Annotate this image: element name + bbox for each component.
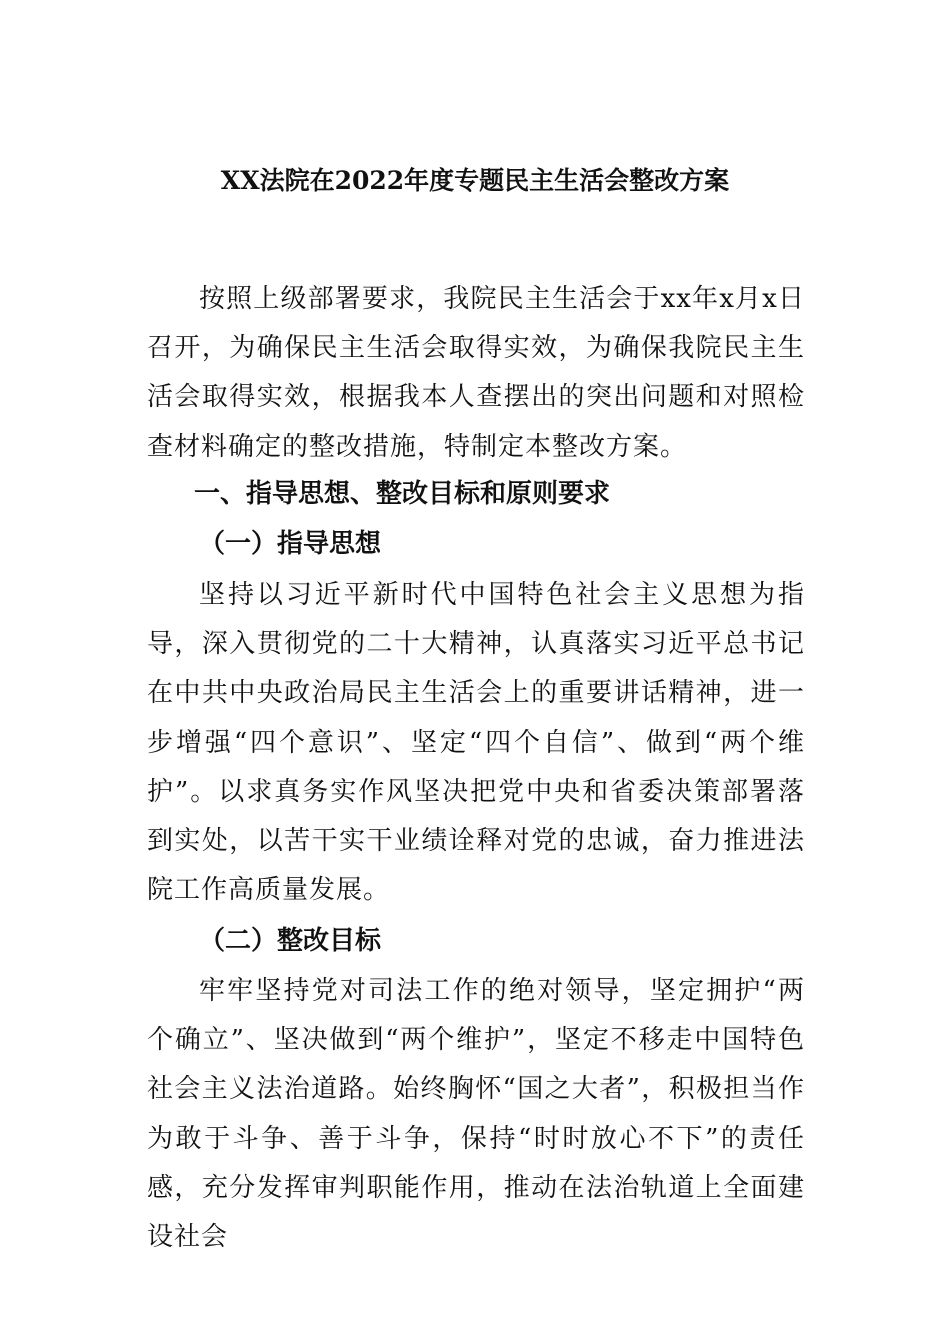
intro-paragraph: 按照上级部署要求，我院民主生活会于xx年x月x日召开，为确保民主生活会取得实效，为确保我院民主生活会取得实效，根据我本人查摆出的突出问题和对照检查材料确定的整改措施，特制定本整改方案。 bbox=[147, 284, 805, 462]
rectification-goals-paragraph: 牢牢坚持党对司法工作的绝对领导，坚定拥护“两个确立”、坚决做到“两个维护”，坚定不移走中国特色社会主义法治道路。始终胸怀“国之大者”，积极担当作为敢于斗争、善于斗争，保持“时时放心不下”的责任感，充分发挥审判职能作用，推动在法治轨道上全面建设社会 bbox=[147, 976, 805, 1253]
section-heading-guidance-goals-principles: 一、指导思想、整改目标和原则要求 bbox=[194, 479, 611, 509]
guiding-ideology-paragraph: 坚持以习近平新时代中国特色社会主义思想为指导，深入贯彻党的二十大精神，认真落实习近平总书记在中共中央政治局民主生活会上的重要讲话精神，进一步增强“四个意识”、坚定“四个自信”、做到“两个维护”。以求真务实作风坚决把党中央和省委决策部署落到实处，以苦干实干业绩诠释对党的忠诚，奋力推进法院工作高质量发展。 bbox=[147, 580, 805, 906]
document-title: XX法院在2022年度专题民主生活会整改方案 bbox=[220, 166, 730, 195]
subheading-rectification-goals: （二）整改目标 bbox=[199, 926, 382, 956]
subheading-guiding-ideology: （一）指导思想 bbox=[199, 529, 382, 559]
